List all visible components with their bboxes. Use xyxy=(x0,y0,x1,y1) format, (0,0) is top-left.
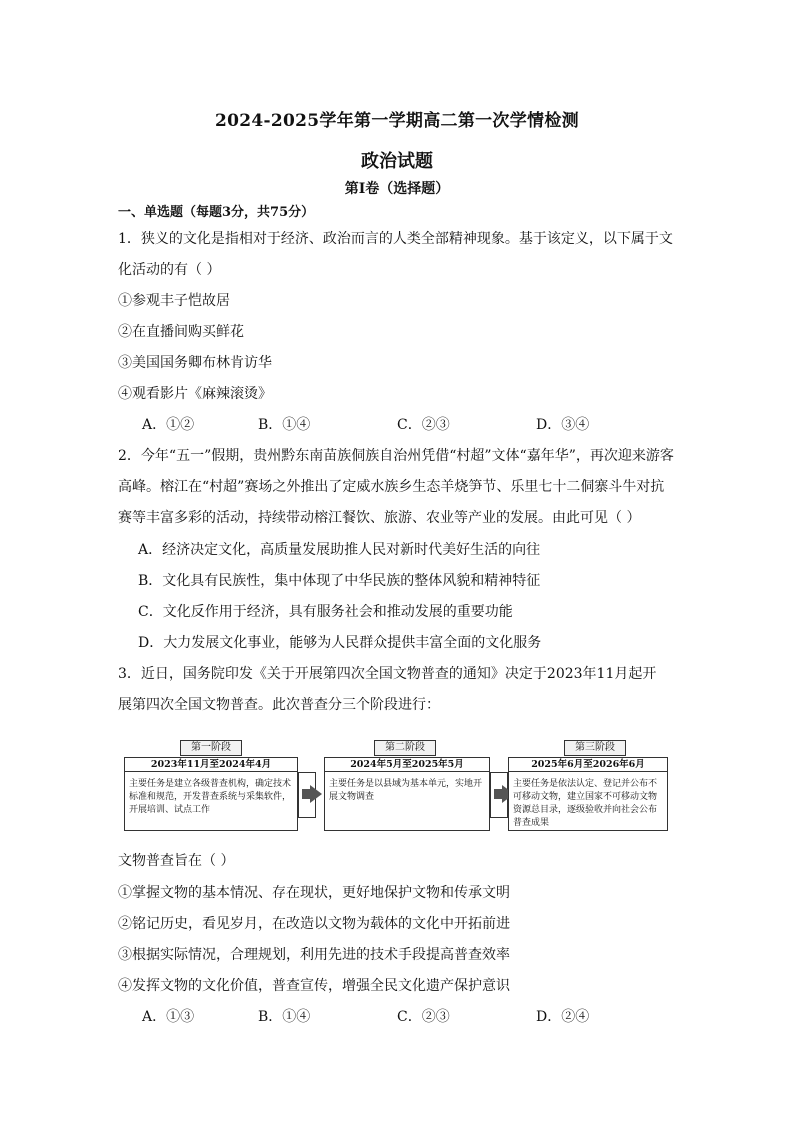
stage-1-label: 第一阶段 xyxy=(180,740,242,756)
section-heading: 一、单选题（每题3分，共75分） xyxy=(118,205,315,220)
exam-title: 2024-2025学年第一学期高二第一次学情检测 xyxy=(215,111,579,131)
q2-option-a[interactable]: A．经济决定文化，高质量发展助推人民对新时代美好生活的向往 xyxy=(138,542,541,558)
stage-3-date: 2025年6月至2026年6月 xyxy=(509,758,667,772)
q1-item-1: ①参观丰子恺故居 xyxy=(118,293,230,309)
stage-1-date: 2023年11月至2024年4月 xyxy=(125,758,297,772)
q3-question: 文物普查旨在（ ） xyxy=(118,853,235,869)
stage-2-box xyxy=(324,757,490,831)
q3-item-1: ①掌握文物的基本情况、存在现状，更好地保护文物和传承文明 xyxy=(118,885,510,901)
q3-stem-line2: 展第四次全国文物普查。此次普查分三个阶段进行： xyxy=(118,697,440,713)
q3-item-3: ③根据实际情况，合理规划，利用先进的技术手段提高普查效率 xyxy=(118,947,510,963)
q2-stem-line1: 2．今年“五一”假期，贵州黔东南苗族侗族自治州凭借“村超”文体“嘉年华”，再次迎来游客 xyxy=(118,448,674,464)
subject-title: 政治试题 xyxy=(361,151,433,172)
q1-item-4: ④观看影片《麻辣滚烫》 xyxy=(118,386,272,402)
q2-stem-line2: 高峰。榕江在“村超”赛场之外推出了定威水族乡生态羊烧笋节、乐里七十二侗寨斗牛对抗 xyxy=(118,479,665,495)
q3-option-a[interactable]: A．①③ xyxy=(142,1009,195,1025)
q1-option-d[interactable]: D．③④ xyxy=(536,417,590,433)
stage-1-box xyxy=(124,757,298,831)
stage-1-text: 主要任务是建立各级普查机构，确定技术标准和规范，开发普查系统与采集软件，开展培训、试点工作 xyxy=(129,779,292,815)
stage-3-text: 主要任务是依法认定、登记并公布不可移动文物，建立国家不可移动文物资源总目录，逐级验收并向社会公布普查成果 xyxy=(513,779,658,828)
q3-item-4: ④发挥文物的文化价值，普查宣传，增强全民文化遗产保护意识 xyxy=(118,978,510,994)
q1-item-3: ③美国国务卿布林肯访华 xyxy=(118,355,272,371)
q1-item-2: ②在直播间购买鲜花 xyxy=(118,324,244,340)
q3-option-d[interactable]: D．②④ xyxy=(536,1009,590,1025)
stage-2-text: 主要任务是以县域为基本单元，实地开展文物调查 xyxy=(329,779,483,802)
arrow-1-head xyxy=(310,785,322,803)
q1-stem-line2: 化活动的有（ ） xyxy=(118,262,221,278)
q3-item-2: ②铭记历史，看见岁月，在改造以文物为载体的文化中开拓前进 xyxy=(118,916,510,932)
q1-option-c[interactable]: C．②③ xyxy=(397,417,450,433)
q3-option-b[interactable]: B．①④ xyxy=(258,1009,311,1025)
q2-option-d[interactable]: D．大力发展文化事业，能够为人民群众提供丰富全面的文化服务 xyxy=(138,635,542,651)
stage-3-label: 第三阶段 xyxy=(564,740,626,756)
q2-option-b[interactable]: B．文化具有民族性，集中体现了中华民族的整体风貌和精神特征 xyxy=(138,573,541,589)
volume-title: 第Ⅰ卷（选择题） xyxy=(344,181,450,197)
arrow-1-body xyxy=(302,789,310,799)
stage-2-date: 2024年5月至2025年5月 xyxy=(325,758,489,772)
survey-stages-diagram xyxy=(124,738,670,834)
stage-3-box xyxy=(508,757,668,831)
q2-option-c[interactable]: C．文化反作用于经济，具有服务社会和推动发展的重要功能 xyxy=(138,604,513,620)
stage-2-label: 第二阶段 xyxy=(374,740,436,756)
q3-option-c[interactable]: C．②③ xyxy=(397,1009,450,1025)
arrow-2-body xyxy=(494,789,502,799)
q1-option-b[interactable]: B．①④ xyxy=(258,417,311,433)
q3-stem-line1: 3．近日，国务院印发《关于开展第四次全国文物普查的通知》决定于2023年11月起开 xyxy=(118,666,657,682)
q1-stem-line1: 1．狭义的文化是指相对于经济、政治而言的人类全部精神现象。基于该定义，以下属于文 xyxy=(118,231,673,247)
q1-option-a[interactable]: A．①② xyxy=(142,417,195,433)
q2-stem-line3: 赛等丰富多彩的活动，持续带动榕江餐饮、旅游、农业等产业的发展。由此可见（ ） xyxy=(118,510,641,526)
